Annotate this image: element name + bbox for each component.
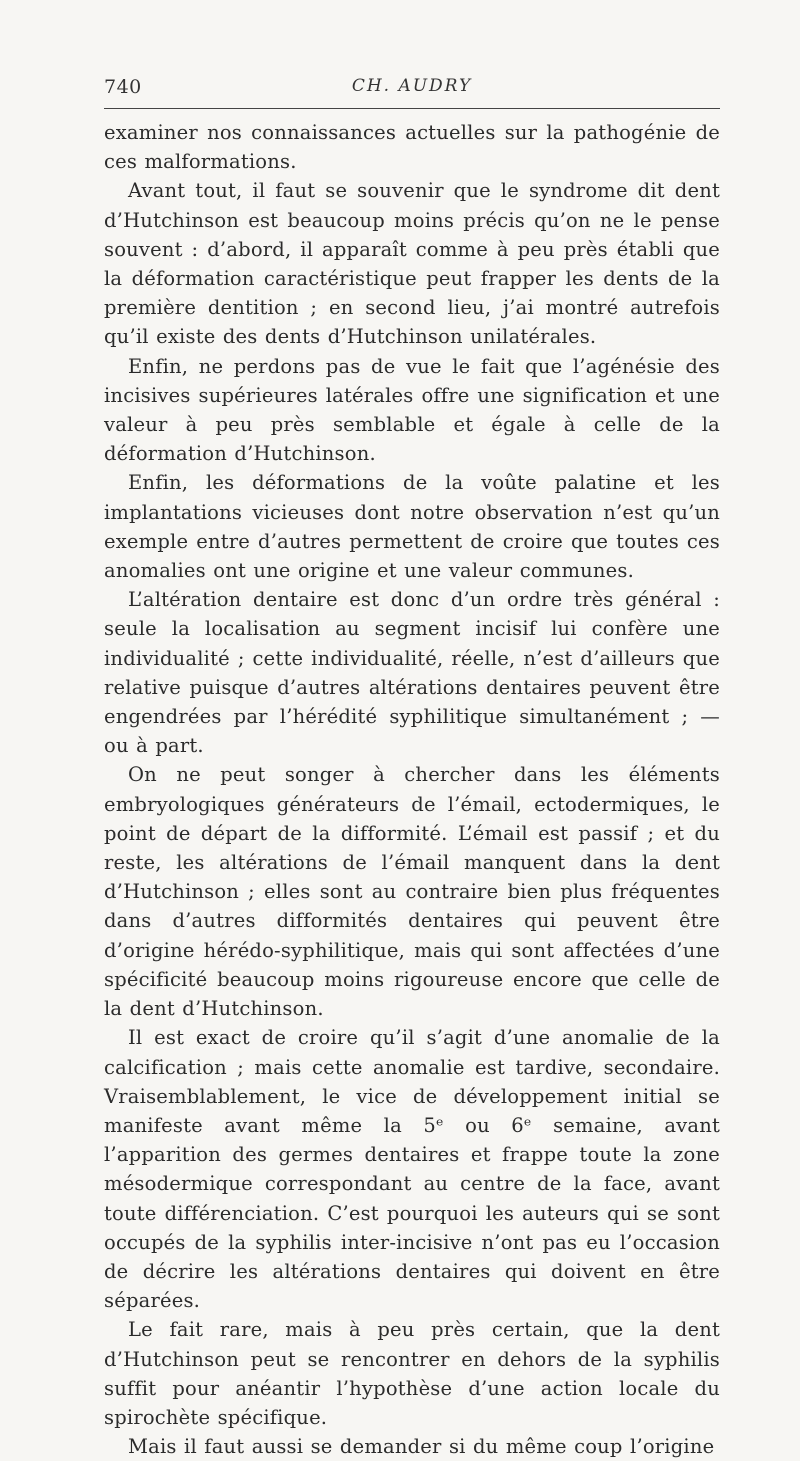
paragraph: Le fait rare, mais à peu près certain, que la dent d’Hutchinson peut se rencontrer en dehors de la syphilis suffit pour anéantir l’hypothèse d’une action locale du spirochète spécifique. [104, 1318, 720, 1429]
header-rule [104, 108, 720, 109]
paragraph: Enfin, les déformations de la voûte palatine et les implantations vicieuses dont notre observation n’est qu’un exemple entre d’autres permettent de croire que toutes ces anomalies ont une origine et une valeur communes. [104, 471, 720, 583]
paragraph: L’altération dentaire est donc d’un ordre très général : seule la localisation au segment incisif lui confère une individualité ; cette individualité, réelle, n’est d’ailleurs que relative puisque d’autres altérations dentaires peuvent être engendrées par l’hérédité syphilitique simultanément ; — ou à part. [104, 588, 720, 758]
paragraph: Il est exact de croire qu’il s’agit d’une anomalie de la calcification ; mais cette anomalie est tardive, secondaire. Vraisemblablement, le vice de développement initial se manifeste avant même la 5ᵉ ou 6ᵉ semaine, avant l’apparition des germes dentaires et frappe toute la zone mésodermique correspondant au centre de la face, avant toute différenciation. C’est pourquoi les auteurs qui se sont occupés de la syphilis inter-incisive n’ont pas eu l’occasion de décrire les altérations dentaires qui doivent en être séparées. [104, 1026, 720, 1313]
page-header [104, 76, 720, 104]
paragraph-continuation: examiner nos connaissances actuelles sur la pathogénie de ces malformations. [104, 121, 720, 174]
page-number: 740 [104, 76, 142, 98]
paragraph: Mais il faut aussi se demander si du même coup l’origine [128, 1435, 715, 1459]
running-head: CH. AUDRY [351, 76, 473, 96]
paragraph: Avant tout, il faut se souvenir que le syndrome dit dent d’Hutchinson est beaucoup moins précis qu’on ne le pense souvent : d’abord, il apparaît comme à peu près établi que la déformation caractéristique peut frapper les dents de la première dentition ; en second lieu, j’ai montré autrefois qu’il existe des dents d’Hutchinson unilatérales. [104, 179, 720, 349]
body-text [104, 118, 720, 1461]
paragraph: On ne peut songer à chercher dans les éléments embryologiques générateurs de l’émail, ectodermiques, le point de départ de la difformité. L’émail est passif ; et du reste, les altérations de l’émail manquent dans la dent d’Hutchinson ; elles sont au contraire bien plus fréquentes dans d’autres difformités dentaires qui peuvent être d’origine hérédo-syphilitique, mais qui sont affectées d’une spécificité beaucoup moins rigoureuse encore que celle de la dent d’Hutchinson. [104, 763, 720, 1021]
paragraph: Enfin, ne perdons pas de vue le fait que l’agénésie des incisives supérieures latérales offre une signification et une valeur à peu près semblable et égale à celle de la déformation d’Hutchinson. [104, 354, 720, 466]
